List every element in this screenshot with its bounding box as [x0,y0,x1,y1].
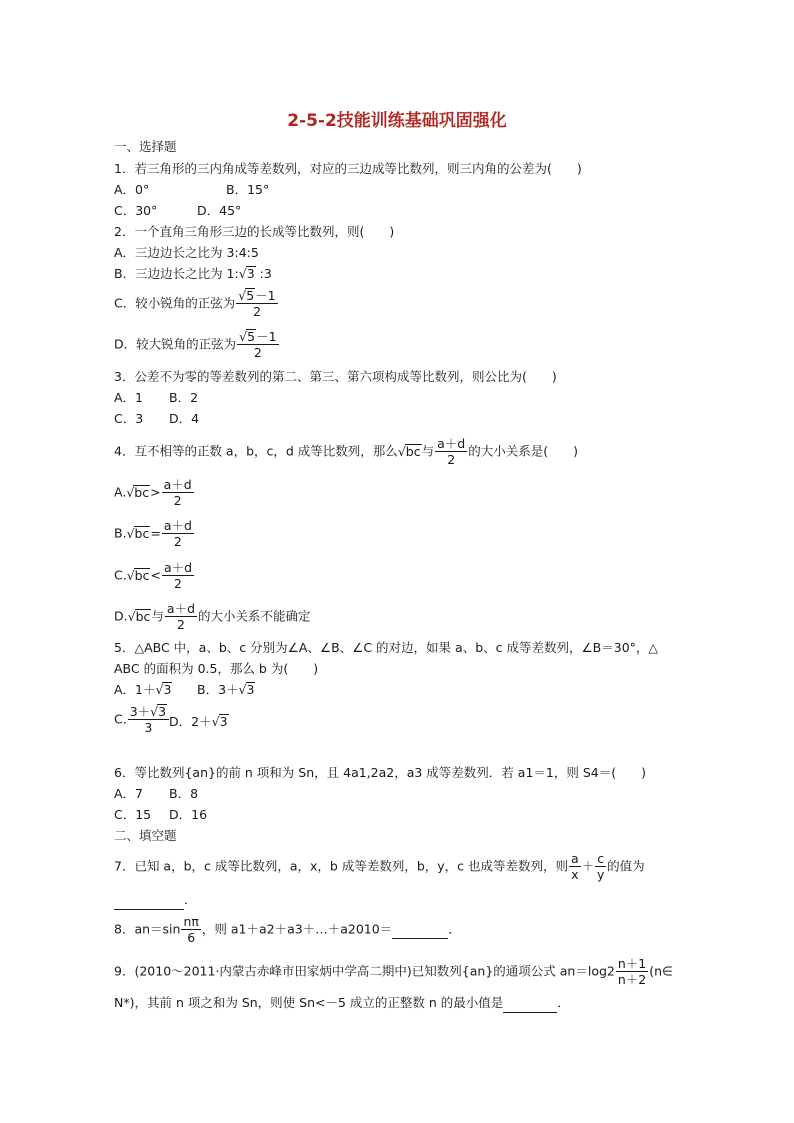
numerator: nπ [183,914,199,929]
radicand: bc [134,526,150,541]
question-7-stem [114,851,645,882]
radicand: 3 [246,682,255,697]
question-6-option-a: A．7 [114,786,144,801]
stem-text: 7．已知 a，b，c 成等比数列，a，x，b 成等差数列，b，y，c 也成等差数列，则 [114,858,569,874]
numerator: a [571,851,579,866]
numerator-tail: －1 [255,288,276,303]
radicand: 5 [246,288,255,303]
radicand: 3 [163,682,172,697]
radicand: 5 [247,329,256,344]
radicand: 3 [219,714,228,729]
stem-text: N*)，其前 n 项之和为 Sn，则使 Sn<－5 成立的正整数 n 的最小值是 [114,995,504,1010]
numerator: a＋d [163,477,192,492]
sqrt-icon: √ [150,704,159,719]
question-2-option-d [114,329,280,360]
numerator: a＋d [163,518,192,533]
operator: > [150,484,161,500]
question-5-option-a [114,681,172,699]
radicand: 3 [158,704,167,719]
sqrt-icon: √ [238,682,247,697]
question-6-option-c: C．15 [114,807,152,822]
numerator: n＋1 [617,956,647,971]
stem-text: 4．互不相等的正数 a，b，c，d 成等比数列，那么 [114,443,398,459]
period: ． [448,921,461,937]
question-5-option-c [114,704,170,735]
denominator: 6 [187,930,196,945]
question-4-option-c [114,560,195,591]
question-1-option-a: A．0° [114,182,150,197]
question-2-option-b [114,265,272,283]
question-6-option-b: B．8 [169,786,199,801]
fraction [569,851,581,882]
question-6-option-d: D．16 [169,807,208,822]
section-heading-fill: 二、填空题 [114,828,177,843]
denominator: 2 [252,304,261,319]
sqrt-icon: √ [238,266,247,281]
sqrt-icon: √ [211,714,220,729]
stem-tail: 的大小关系是( ) [468,443,578,459]
fraction [162,560,194,591]
stem-tail: 的值为 [607,858,645,874]
question-9-stem-line2 [114,994,570,1013]
denominator: 2 [447,452,456,467]
question-3-option-d: D．4 [169,411,200,426]
stem-tail: ，则 a1＋a2＋a3＋…＋a2010＝ [201,921,393,937]
question-9-stem-line1 [114,956,673,987]
question-8-stem [114,914,461,945]
question-3-stem: 3．公差不为零的等差数列的第二、第三、第六项构成等比数列，则公比为( ) [114,369,557,384]
fraction [616,956,648,987]
sqrt-icon: √ [239,329,248,344]
option-text: B．3＋ [197,682,239,697]
fraction [165,601,197,632]
option-text: D．2＋ [169,714,212,729]
option-label: A. [114,484,127,500]
fraction [236,288,277,319]
numerator: a＋d [437,436,466,451]
denominator: x [571,867,579,882]
sqrt-icon: √ [397,443,406,459]
option-c-text: C．较小锐角的正弦为 [114,295,236,311]
denominator: 2 [173,493,182,508]
connector: 与 [151,608,164,624]
numerator: a＋d [163,560,193,575]
period: ． [184,892,197,907]
operator: = [150,525,161,541]
denominator: y [596,867,605,882]
stem-tail: (n∈ [649,963,673,979]
question-7-answer-line [114,891,197,910]
option-label: B. [114,525,127,541]
period: ． [557,995,570,1010]
question-1-option-b: B．15° [226,182,270,197]
option-text: A．1＋ [114,682,156,697]
option-tail: 的大小关系不能确定 [198,608,311,624]
sqrt-icon: √ [127,608,136,624]
option-label: D. [114,608,128,624]
denominator: 2 [253,345,262,360]
fraction [237,329,278,360]
denominator: 3 [144,720,153,735]
answer-blank[interactable] [114,891,184,910]
question-3-option-c: C．3 [114,411,144,426]
question-5-option-d [169,713,229,731]
fraction [162,477,194,508]
question-5-stem-line1: 5．△ABC 中，a、b、c 分别为∠A、∠B、∠C 的对边，如果 a、b、c 成等差数列，∠B＝30°，△ [114,640,659,655]
fraction [162,518,194,549]
denominator: 2 [174,576,182,591]
radicand: bc [135,609,151,624]
radicand: bc [134,485,150,500]
question-4-stem [114,436,578,467]
fraction [128,704,169,735]
operator: < [150,567,161,583]
numerator: a＋d [166,601,196,616]
radicand: bc [134,568,150,583]
question-2-option-c [114,288,279,319]
question-5-stem-line2: ABC 的面积为 0.5，那么 b 为( ) [114,661,319,676]
question-6-stem: 6．等比数列{an}的前 n 项和为 Sn，且 4a1,2a2，a3 成等差数列．若 a1＝1，则 S4＝( ) [114,765,646,780]
fraction [595,851,606,882]
radicand: bc [405,444,421,459]
question-4-option-b [114,518,195,549]
stem-text: 9．(2010～2011·内蒙古赤峰市田家炳中学高二期中)已知数列{an}的通项公式 an＝log2 [114,963,615,979]
stem-connector: 与 [421,443,435,459]
question-2-stem: 2．一个直角三角形三边的长成等比数列，则( ) [114,224,395,239]
answer-blank[interactable] [392,920,448,939]
denominator: n＋2 [617,972,647,987]
page-title: 2-5-2技能训练基础巩固强化 [287,111,507,131]
numerator-tail: －1 [256,329,277,344]
denominator: 2 [176,617,185,632]
fraction [435,436,467,467]
question-2-option-a: A．三边边长之比为 3:4:5 [114,245,259,260]
question-4-option-a [114,477,195,508]
section-heading-choice: 一、选择题 [114,139,177,154]
option-label: C. [114,711,127,727]
operator: ＋ [581,858,595,874]
option-b-text: B．三边边长之比为 1: [114,266,239,281]
radicand: 3 [246,266,255,281]
denominator: 2 [173,534,182,549]
question-1-stem: 1．若三角形的三内角成等差数列，对应的三边成等比数列，则三内角的公差为( ) [114,161,582,176]
question-5-option-b [197,681,255,699]
question-4-option-d [114,601,311,632]
option-b-tail: :3 [255,266,272,281]
question-3-option-b: B．2 [169,390,199,405]
option-label: C. [114,567,127,583]
question-1-option-d: D．45° [197,203,242,218]
stem-text: 8．an＝sin [114,921,181,937]
question-3-option-a: A．1 [114,390,144,405]
sqrt-icon: √ [238,288,247,303]
fraction [181,914,200,945]
option-d-text: D．较大锐角的正弦为 [114,336,237,352]
sqrt-icon: √ [155,682,164,697]
numerator-head: 3＋ [129,704,151,719]
numerator: c [597,851,605,866]
sqrt-icon: √ [126,567,135,583]
sqrt-icon: √ [126,484,135,500]
answer-blank[interactable] [503,994,557,1013]
question-1-option-c: C．30° [114,203,158,218]
sqrt-icon: √ [126,525,135,541]
